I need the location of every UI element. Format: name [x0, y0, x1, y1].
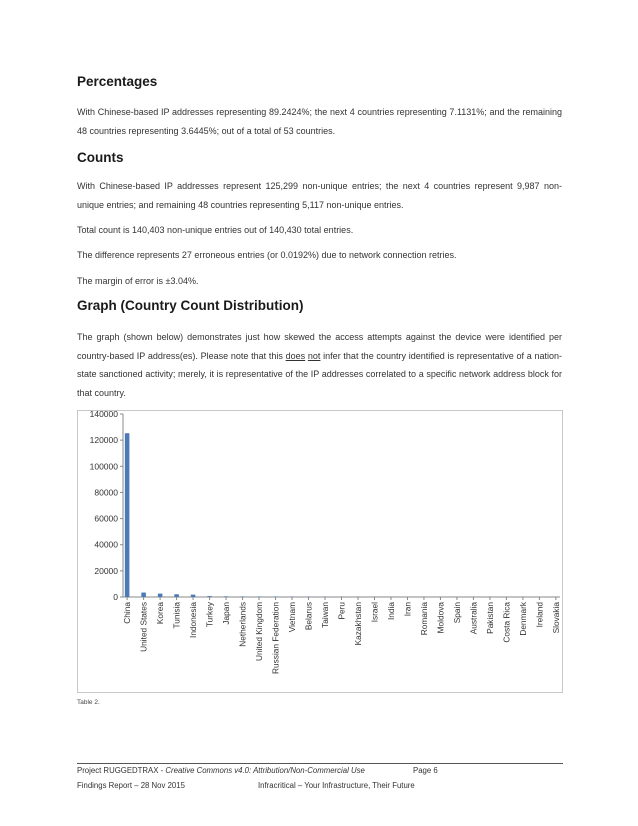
- heading-counts: Counts: [77, 150, 124, 165]
- graph-paragraph-part2: infer that the country identified is representative of a nation-state sanctioned activity; merely, it is representative of the IP addresses correlated to a specific network address block for that country.: [77, 350, 562, 398]
- bar-indonesia: [191, 595, 196, 597]
- x-tick-label: Ireland: [534, 602, 545, 628]
- y-tick-label: 80000: [94, 487, 118, 498]
- x-tick-label: Netherlands: [237, 602, 248, 647]
- footer-tagline: Infracritical – Your Infrastructure, Their Future: [258, 781, 415, 790]
- x-tick-label: Denmark: [517, 602, 528, 636]
- x-tick-label: Turkey: [204, 602, 215, 628]
- graph-paragraph-part1: The graph (shown below) demonstrates just how skewed the access attempts against the device were identified per country-based IP address(es). Please note that this: [77, 332, 562, 361]
- y-tick-label: 100000: [89, 461, 118, 472]
- emphasis-not: not: [307, 350, 321, 361]
- bar-tunisia: [174, 594, 179, 597]
- x-tick-label: Peru: [336, 602, 347, 620]
- footer-project: Project RUGGEDTRAX -: [77, 766, 166, 775]
- x-tick-label: Belarus: [303, 602, 314, 631]
- bar-korea: [158, 594, 163, 597]
- x-tick-label: Spain: [451, 602, 462, 624]
- x-tick-label: Moldova: [435, 602, 446, 634]
- x-tick-label: Romania: [418, 602, 429, 636]
- x-tick-label: Pakistan: [484, 602, 495, 634]
- x-tick-label: Russian Federation: [270, 602, 281, 674]
- footer-rule: [77, 763, 563, 764]
- y-tick-label: 0: [113, 592, 118, 602]
- x-tick-label: Australia: [468, 602, 479, 635]
- footer-line-1: [77, 766, 365, 775]
- x-tick-label: Kazakhstan: [352, 602, 363, 646]
- heading-percentages: Percentages: [77, 74, 158, 89]
- x-tick-label: Iran: [402, 602, 413, 617]
- x-tick-label: Israel: [369, 602, 380, 623]
- counts-paragraph-4: The margin of error is ±3.04%.: [77, 276, 199, 286]
- footer-report: Findings Report – 28 Nov 2015: [77, 781, 185, 790]
- x-tick-label: United States: [138, 602, 149, 652]
- y-tick-label: 140000: [89, 411, 118, 419]
- x-tick-label: China: [122, 602, 133, 624]
- chart-svg: [78, 411, 564, 694]
- x-tick-label: Korea: [155, 602, 166, 625]
- table-caption: Table 2.: [77, 699, 100, 706]
- emphasis-does: does: [285, 350, 306, 361]
- counts-paragraph-1: With Chinese-based IP addresses represent 125,299 non-unique entries; the next 4 countries represent 9,987 non-unique entries; and remaining 48 countries representing 5,117 non-unique entries.: [77, 181, 562, 210]
- bar-china: [125, 433, 130, 597]
- x-tick-label: Costa Rica: [501, 602, 512, 643]
- footer-license: Creative Commons v4.0: Attribution/Non-Commercial Use: [165, 766, 365, 775]
- counts-paragraph-2: Total count is 140,403 non-unique entries out of 140,430 total entries.: [77, 225, 354, 235]
- bar-netherlands: [240, 596, 245, 597]
- footer-page: Page 6: [413, 766, 438, 775]
- y-tick-label: 60000: [94, 513, 118, 524]
- x-tick-label: Vietnam: [287, 602, 298, 633]
- heading-graph: Graph (Country Count Distribution): [77, 298, 304, 313]
- counts-paragraph-3: The difference represents 27 erroneous entries (or 0.0192%) due to network connection retries.: [77, 250, 457, 260]
- x-tick-label: Indonesia: [188, 602, 199, 638]
- x-tick-label: Slovakia: [550, 602, 561, 634]
- y-tick-label: 20000: [94, 565, 118, 576]
- x-tick-label: Japan: [221, 602, 232, 625]
- bar-turkey: [207, 596, 212, 597]
- y-tick-label: 120000: [89, 435, 118, 446]
- country-count-chart: [77, 410, 563, 693]
- graph-paragraph: [77, 328, 562, 402]
- x-tick-label: United Kingdom: [254, 602, 265, 662]
- x-tick-label: India: [385, 602, 396, 620]
- percentages-paragraph: With Chinese-based IP addresses representing 89.2424%; the next 4 countries representing 7.1131%; and the remaining 48 countries representing 3.6445%; out of a total of 53 countries.: [77, 107, 562, 136]
- y-tick-label: 40000: [94, 539, 118, 550]
- bar-united-states: [141, 593, 146, 597]
- x-tick-label: Tunisia: [171, 602, 182, 629]
- bar-japan: [224, 596, 229, 597]
- x-tick-label: Taiwan: [320, 602, 331, 628]
